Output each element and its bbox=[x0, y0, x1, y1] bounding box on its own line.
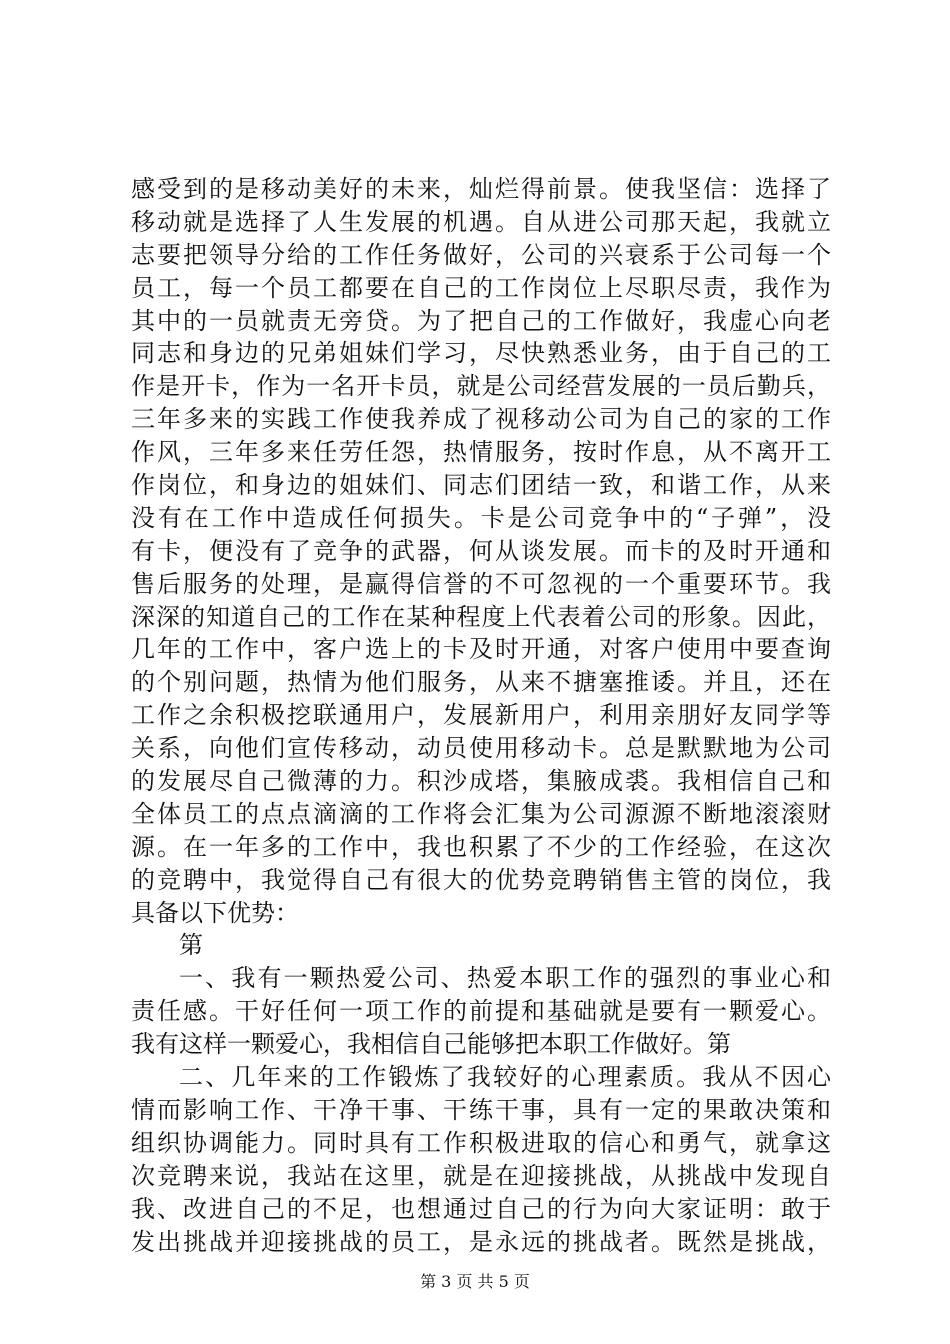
text-line: 有卡，便没有了竞争的武器，何从谈发展。而卡的及时开通和 bbox=[131, 536, 831, 565]
text-line: 没有在工作中造成任何损失。卡是公司竞争中的“子弹”，没 bbox=[131, 503, 831, 532]
text-line: 深深的知道自己的工作在某种程度上代表着公司的形象。因此， bbox=[131, 602, 831, 631]
text-line: 作风，三年多来任劳任怨，热情服务，按时作息，从不离开工 bbox=[131, 438, 831, 467]
text-line: 第 bbox=[179, 931, 203, 960]
text-line: 关系，向他们宣传移动，动员使用移动卡。总是默默地为公司 bbox=[131, 734, 831, 763]
text-line: 的竞聘中，我觉得自己有很大的优势竞聘销售主管的岗位，我 bbox=[131, 865, 831, 894]
text-line: 我、改进自己的不足，也想通过自己的行为向大家证明：敢于 bbox=[131, 1194, 831, 1223]
text-line: 的个别问题，热情为他们服务，从来不搪塞推诿。并且，还在 bbox=[131, 668, 831, 697]
text-line: 我有这样一颗爱心，我相信自己能够把本职工作做好。第 bbox=[131, 1030, 731, 1059]
text-line: 几年的工作中，客户选上的卡及时开通，对客户使用中要查询 bbox=[131, 635, 831, 664]
text-line: 一、我有一颗热爱公司、热爱本职工作的强烈的事业心和 bbox=[179, 964, 831, 993]
text-line: 同志和身边的兄弟姐妹们学习，尽快熟悉业务，由于自己的工 bbox=[131, 339, 831, 368]
text-line: 感受到的是移动美好的未来，灿烂得前景。使我坚信：选择了 bbox=[131, 175, 831, 203]
text-line: 三年多来的实践工作使我养成了视移动公司为自己的家的工作 bbox=[131, 405, 831, 434]
text-line: 售后服务的处理，是赢得信誉的不可忽视的一个重要环节。我 bbox=[131, 569, 831, 598]
text-line: 情而影响工作、干净干事、干练干事，具有一定的果敢决策和 bbox=[131, 1095, 831, 1124]
text-line: 工作之余积极挖联通用户，发展新用户，利用亲朋好友同学等 bbox=[131, 701, 831, 730]
text-line: 志要把领导分给的工作任务做好，公司的兴衰系于公司每一个 bbox=[131, 240, 831, 269]
text-line: 组织协调能力。同时具有工作积极进取的信心和勇气，就拿这 bbox=[131, 1128, 831, 1157]
text-line: 全体员工的点点滴滴的工作将会汇集为公司源源不断地滚滚财 bbox=[131, 799, 831, 828]
text-line: 源。在一年多的工作中，我也积累了不少的工作经验，在这次 bbox=[131, 832, 831, 861]
text-line: 移动就是选择了人生发展的机遇。自从进公司那天起，我就立 bbox=[131, 207, 831, 236]
page-footer: 第 3 页 共 5 页 bbox=[420, 1272, 530, 1291]
text-line: 具备以下优势： bbox=[131, 898, 299, 927]
text-line: 的发展尽自己微薄的力。积沙成塔，集腋成裘。我相信自己和 bbox=[131, 767, 831, 796]
text-line: 二、几年来的工作锻炼了我较好的心理素质。我从不因心 bbox=[179, 1063, 831, 1092]
text-line: 作是开卡，作为一名开卡员，就是公司经营发展的一员后勤兵， bbox=[131, 372, 831, 401]
text-line: 员工，每一个员工都要在自己的工作岗位上尽职尽责，我作为 bbox=[131, 273, 831, 302]
text-line: 发出挑战并迎接挑战的员工，是永远的挑战者。既然是挑战， bbox=[131, 1227, 831, 1256]
text-line: 作岗位，和身边的姐妹们、同志们团结一致，和谐工作，从来 bbox=[131, 471, 831, 500]
text-line: 其中的一员就责无旁贷。为了把自己的工作做好，我虚心向老 bbox=[131, 306, 831, 335]
text-line: 次竞聘来说，我站在这里，就是在迎接挑战，从挑战中发现自 bbox=[131, 1161, 831, 1190]
text-line: 责任感。干好任何一项工作的前提和基础就是要有一颗爱心。 bbox=[131, 997, 831, 1026]
body-text bbox=[131, 173, 831, 1258]
